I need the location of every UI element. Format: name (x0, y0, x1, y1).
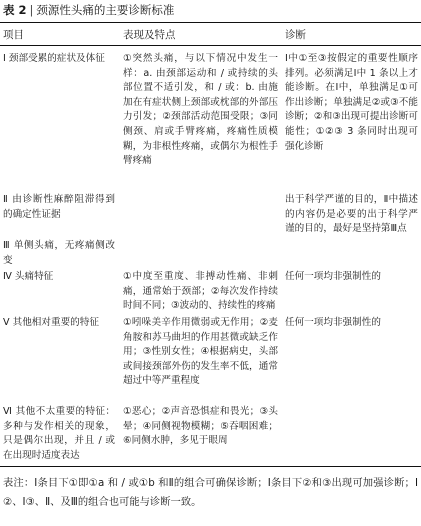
row-6-feature: ①恶心；②声音恐惧症和畏光；③头晕；④同侧视物模糊；⑤吞咽困难；⑥同侧水肿，多见于眼周 (123, 406, 278, 447)
row-1-feature: ①突然头痛，与以下情况中发生一样：a. 由颈部运动和 / 或持续的头部位置不适引发，和 / 或：b. 由施加在有症状侧上颈部或枕部的外部压力引发；②颈部活动范围受限；③同侧颈、肩或手臂疼痛，疼痛性质模糊，为非根性疼痛，或偶尔为根性手臂疼痛 (123, 53, 278, 167)
row-4-diagnosis: 任何一项均非强制性的 (285, 271, 381, 282)
row-2-item: Ⅱ 由诊断性麻醉阻滞得到的确定性证据 (3, 194, 115, 220)
table-footnote: 表注：Ⅰ条目下①即①a 和 / 或①b 和Ⅱ的组合可确保诊断；Ⅰ条目下②和③出现可加强诊断；Ⅰ②、Ⅰ③、Ⅱ、及Ⅲ的组合也可能与诊断一致。 (3, 477, 418, 508)
row-2-diagnosis: 出于科学严谨的目的，Ⅱ中描述的内容仍是必要的出于科学严谨的目的，最好是坚持第Ⅲ点 (285, 194, 418, 235)
table-caption (3, 2, 174, 18)
header-diagnosis: 诊断 (285, 29, 306, 41)
header-item: 项目 (3, 29, 24, 41)
table-label: 表 2 (3, 3, 27, 17)
row-3-item: Ⅲ 单侧头痛，无疼痛侧改变 (3, 240, 115, 266)
row-5-feature: ①吲哚美辛作用微弱或无作用；②麦角胺和苏马曲坦的作用甚微或缺乏作用；③性别女性；④根据病史，头部或间接颈部外伤的发生率不低，通常超过中等严重程度 (123, 317, 278, 387)
row-1-diagnosis: Ⅰ中①至③按假定的重要性顺序排列。必须满足Ⅰ中 1 条以上才能诊断。在Ⅰ中，单独满足①可作出诊断；单独满足②或③不能诊断；②和③出现可提出诊断可能性；①②③ 3 条同时出现可强化诊断 (285, 53, 418, 152)
row-5-item: Ⅴ 其他相对重要的特征 (3, 317, 99, 328)
table-top-rule (0, 22, 421, 23)
row-6-item: Ⅵ 其他不太重要的特征：多种与发作相关的现象，只是偶尔出现，并且 / 或在出现时适度表达 (3, 406, 115, 461)
row-5-diagnosis: 任何一项均非强制性的 (285, 317, 381, 328)
table-header-rule (0, 45, 421, 46)
caption-separator: | (29, 3, 34, 17)
table-title: 颈源性头痛的主要诊断标准 (36, 3, 175, 17)
row-4-item: Ⅳ 头痛特征 (3, 271, 54, 282)
row-4-feature: ①中度至重度、非搏动性痛、非刺痛，通常始于颈部；②每次发作持续时间不同；③波动的、持续性的疼痛 (123, 271, 278, 312)
table-bottom-rule (0, 466, 421, 467)
row-1-item: Ⅰ 颈部受累的症状及体征 (3, 53, 105, 64)
header-feature: 表现及特点 (123, 29, 176, 41)
